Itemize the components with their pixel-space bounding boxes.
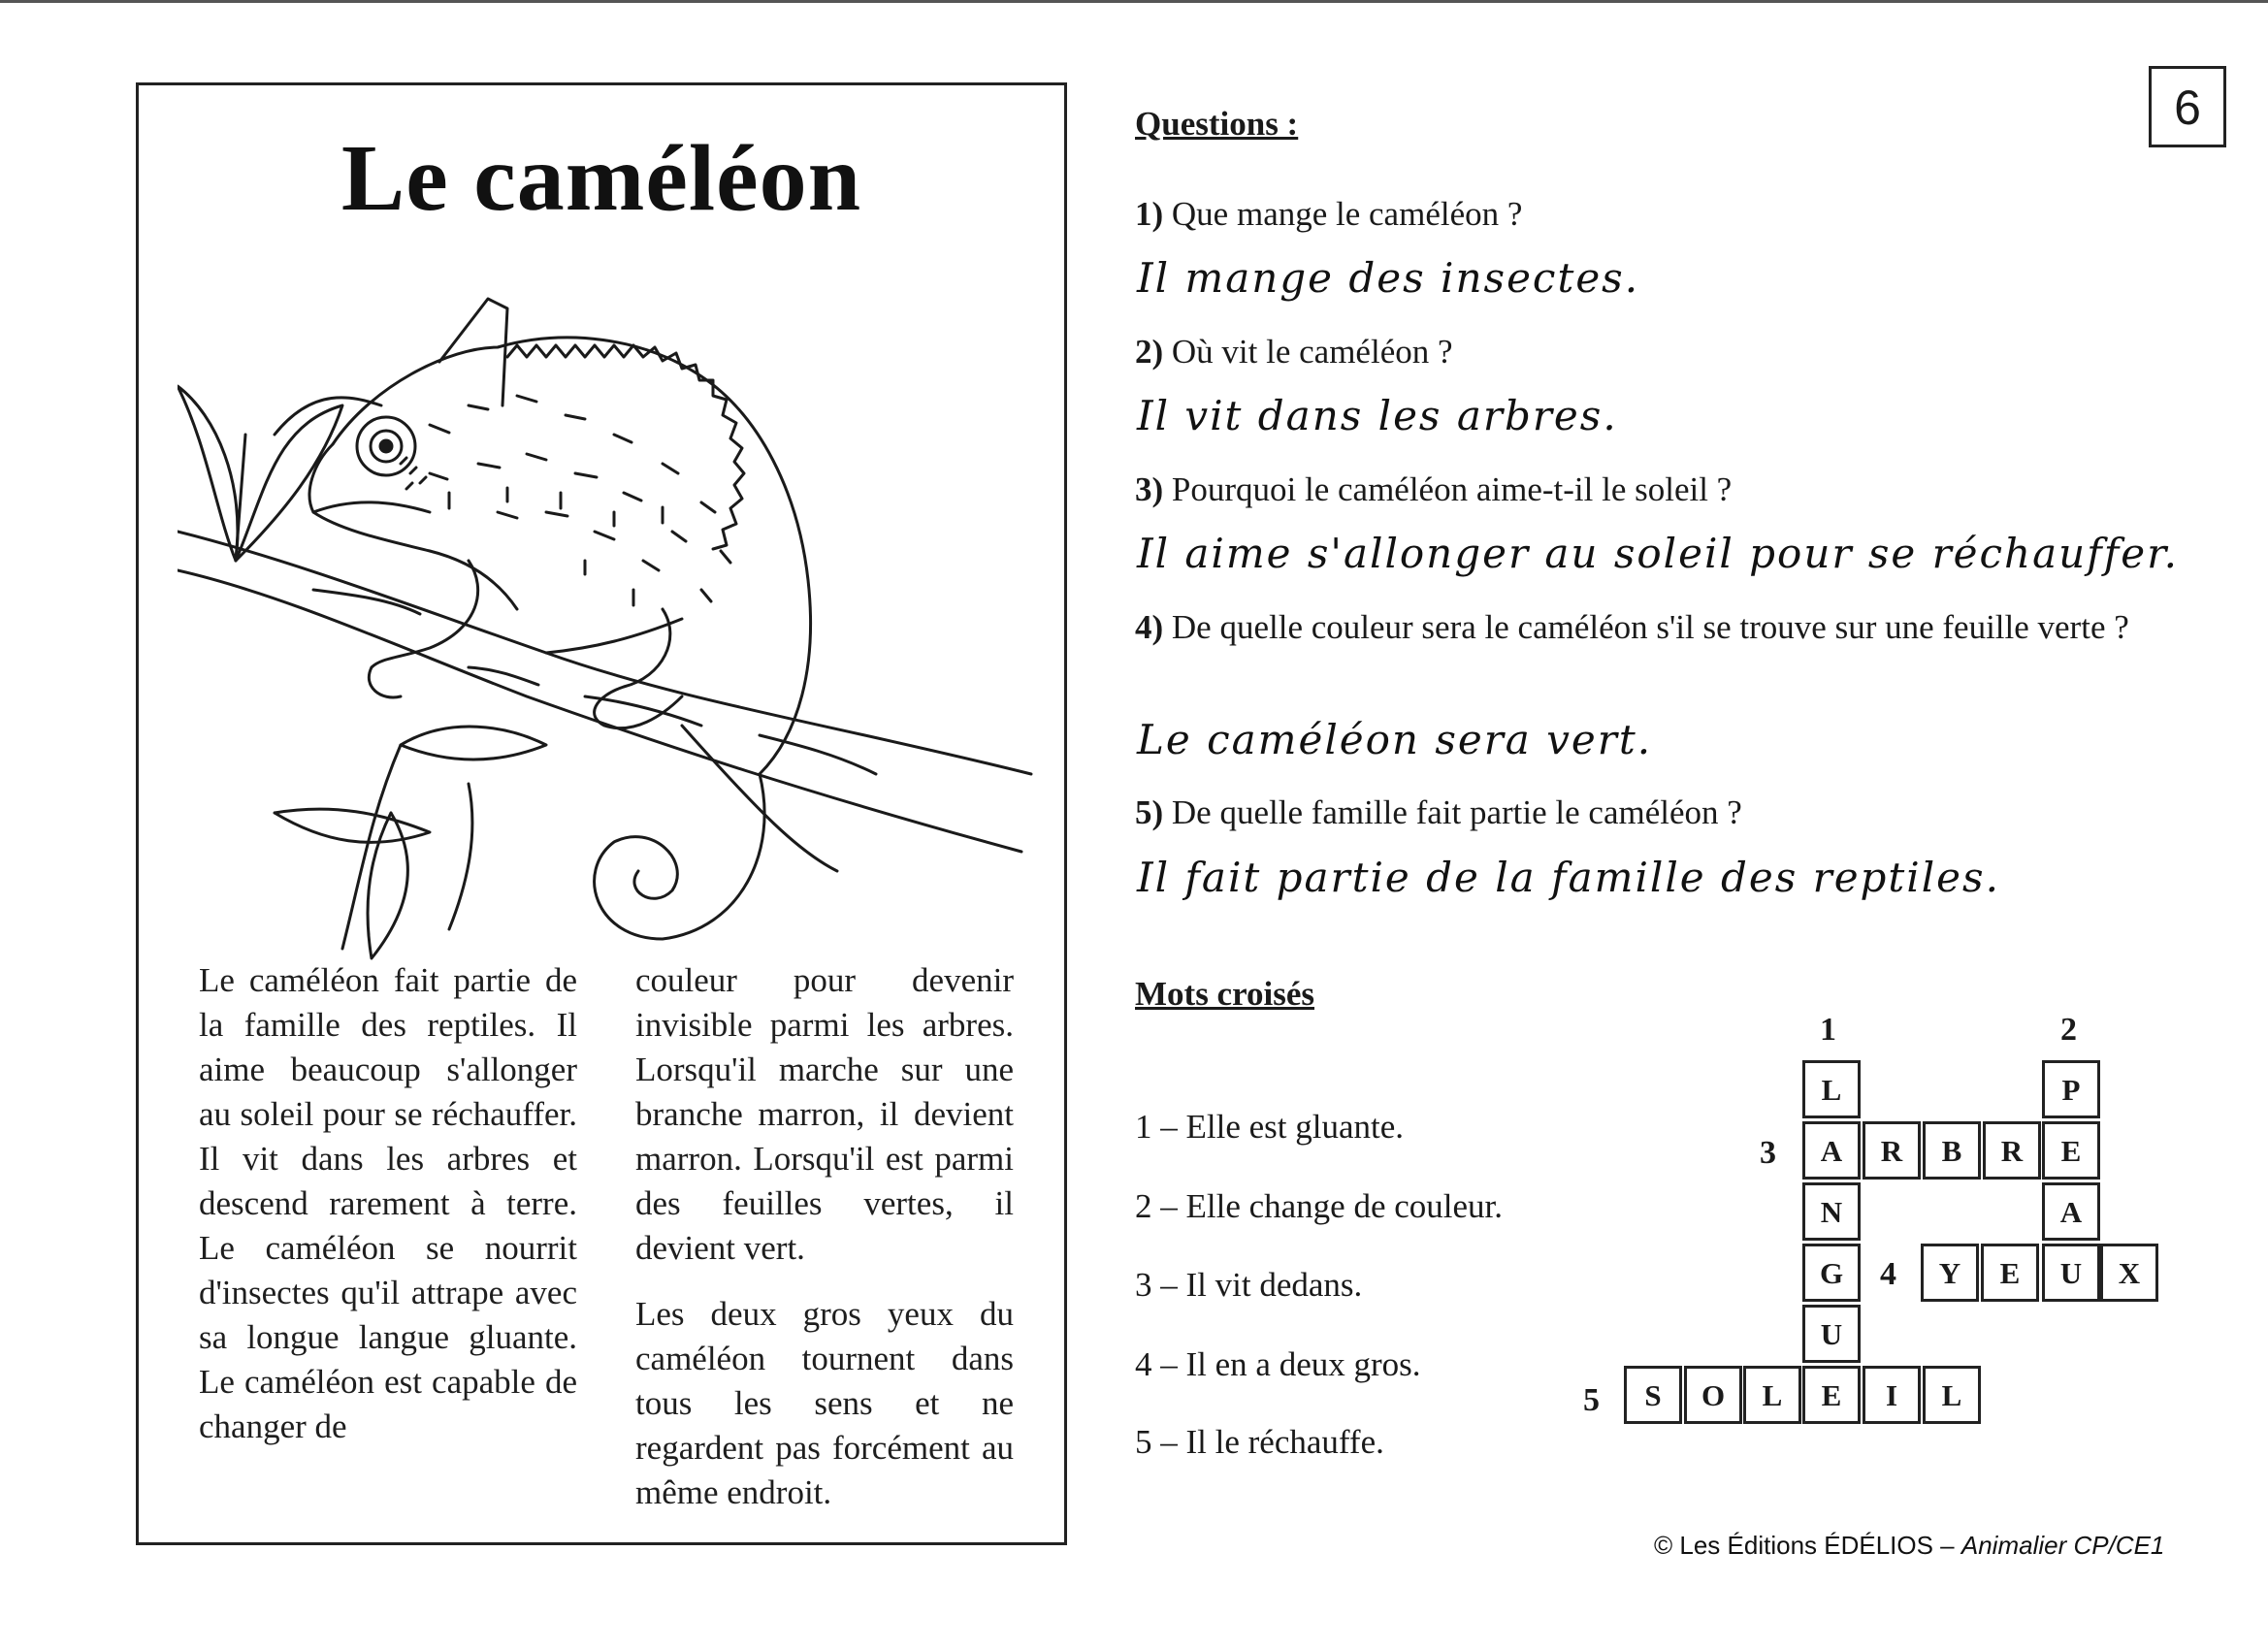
question-2 <box>1135 330 2154 373</box>
crossword-cell: L <box>1802 1060 1861 1118</box>
answer-2: Il vit dans les arbres. <box>1137 392 1618 439</box>
clue-1: 1 – Elle est gluante. <box>1135 1108 1405 1146</box>
question-text: Pourquoi le caméléon aime-t-il le soleil ? <box>1171 470 1733 508</box>
crossword-cell: N <box>1802 1182 1861 1241</box>
story-panel <box>136 82 1067 1545</box>
top-rule <box>0 0 2268 3</box>
question-number: 2) <box>1135 333 1164 371</box>
crossword-number: 4 <box>1880 1256 1896 1292</box>
answer-1: Il mange des insectes. <box>1137 254 1640 302</box>
question-4 <box>1135 605 2144 649</box>
question-text: Que mange le caméléon ? <box>1171 195 1523 233</box>
crossword-cell: L <box>1923 1366 1981 1424</box>
crossword-cell: O <box>1684 1366 1742 1424</box>
crossword-cell: X <box>2100 1244 2158 1302</box>
crossword-cell: I <box>1863 1366 1921 1424</box>
question-5 <box>1135 791 2154 834</box>
crossword-cell: L <box>1743 1366 1801 1424</box>
crossword-cell: B <box>1923 1121 1981 1180</box>
question-number: 3) <box>1135 470 1164 508</box>
page-number: 6 <box>2149 66 2226 147</box>
question-number: 5) <box>1135 793 1164 831</box>
footer-credit <box>1654 1531 2164 1561</box>
story-column-right <box>635 958 1014 1515</box>
answer-4: Le caméléon sera vert. <box>1137 716 1653 763</box>
answer-5: Il fait partie de la famille des reptiles. <box>1137 854 2000 901</box>
crossword-number: 2 <box>2060 1012 2077 1048</box>
crossword-cell: Y <box>1921 1244 1979 1302</box>
crossword-number: 3 <box>1760 1135 1776 1171</box>
crossword-number: 5 <box>1583 1382 1600 1418</box>
crossword-heading: Mots croisés <box>1135 975 1314 1013</box>
question-text: De quelle famille fait partie le caméléon ? <box>1171 793 1742 831</box>
clue-3: 3 – Il vit dedans. <box>1135 1266 1363 1304</box>
story-title: Le caméléon <box>340 126 862 231</box>
question-number: 4) <box>1135 608 1164 646</box>
crossword-cell: E <box>1981 1244 2039 1302</box>
clue-2: 2 – Elle change de couleur. <box>1135 1187 1504 1225</box>
publisher: © Les Éditions ÉDÉLIOS – <box>1654 1531 1955 1560</box>
story-paragraph: Le caméléon fait partie de la famille des reptiles. Il aime beaucoup s'allonger au soleil pour se réchauffer. Il vit dans les arbres et descend rarement à terre. Le caméléon se nourrit d'insectes qu'il attrape avec sa longue langue gluante. Le caméléon est capable de changer de <box>199 961 577 1445</box>
question-3 <box>1135 468 2154 511</box>
story-paragraph: couleur pour devenir invisible parmi les arbres. Lorsqu'il marche sur une branche marron, il devient marron. Lorsqu'il est parmi des feuilles vertes, il devient vert. <box>635 961 1014 1267</box>
story-paragraph: Les deux gros yeux du caméléon tournent dans tous les sens et ne regardent pas forcément au même endroit. <box>635 1295 1014 1511</box>
question-1 <box>1135 192 2154 236</box>
crossword-cell: G <box>1802 1244 1861 1302</box>
question-text: De quelle couleur sera le caméléon s'il se trouve sur une feuille verte ? <box>1171 608 2129 646</box>
clue-4: 4 – Il en a deux gros. <box>1135 1345 1421 1383</box>
crossword-cell: A <box>2042 1182 2100 1241</box>
crossword-cell: E <box>1802 1366 1861 1424</box>
crossword-cell: E <box>2042 1121 2100 1180</box>
crossword-cell: S <box>1624 1366 1682 1424</box>
crossword-cell: R <box>1983 1121 2041 1180</box>
question-number: 1) <box>1135 195 1164 233</box>
questions-heading: Questions : <box>1135 105 1299 143</box>
answer-3: Il aime s'allonger au soleil pour se réchauffer. <box>1137 530 2179 577</box>
crossword-cell: R <box>1863 1121 1921 1180</box>
question-text: Où vit le caméléon ? <box>1171 333 1453 371</box>
crossword-number: 1 <box>1820 1012 1836 1048</box>
series-name: Animalier CP/CE1 <box>1960 1531 2165 1560</box>
crossword-cell: A <box>1802 1121 1861 1180</box>
crossword-cell: P <box>2042 1060 2100 1118</box>
chameleon-illustration <box>178 270 1041 987</box>
crossword-cell: U <box>2042 1244 2100 1302</box>
crossword-cell: U <box>1802 1305 1861 1363</box>
clue-5: 5 – Il le réchauffe. <box>1135 1423 1384 1461</box>
story-column-left <box>199 958 577 1449</box>
